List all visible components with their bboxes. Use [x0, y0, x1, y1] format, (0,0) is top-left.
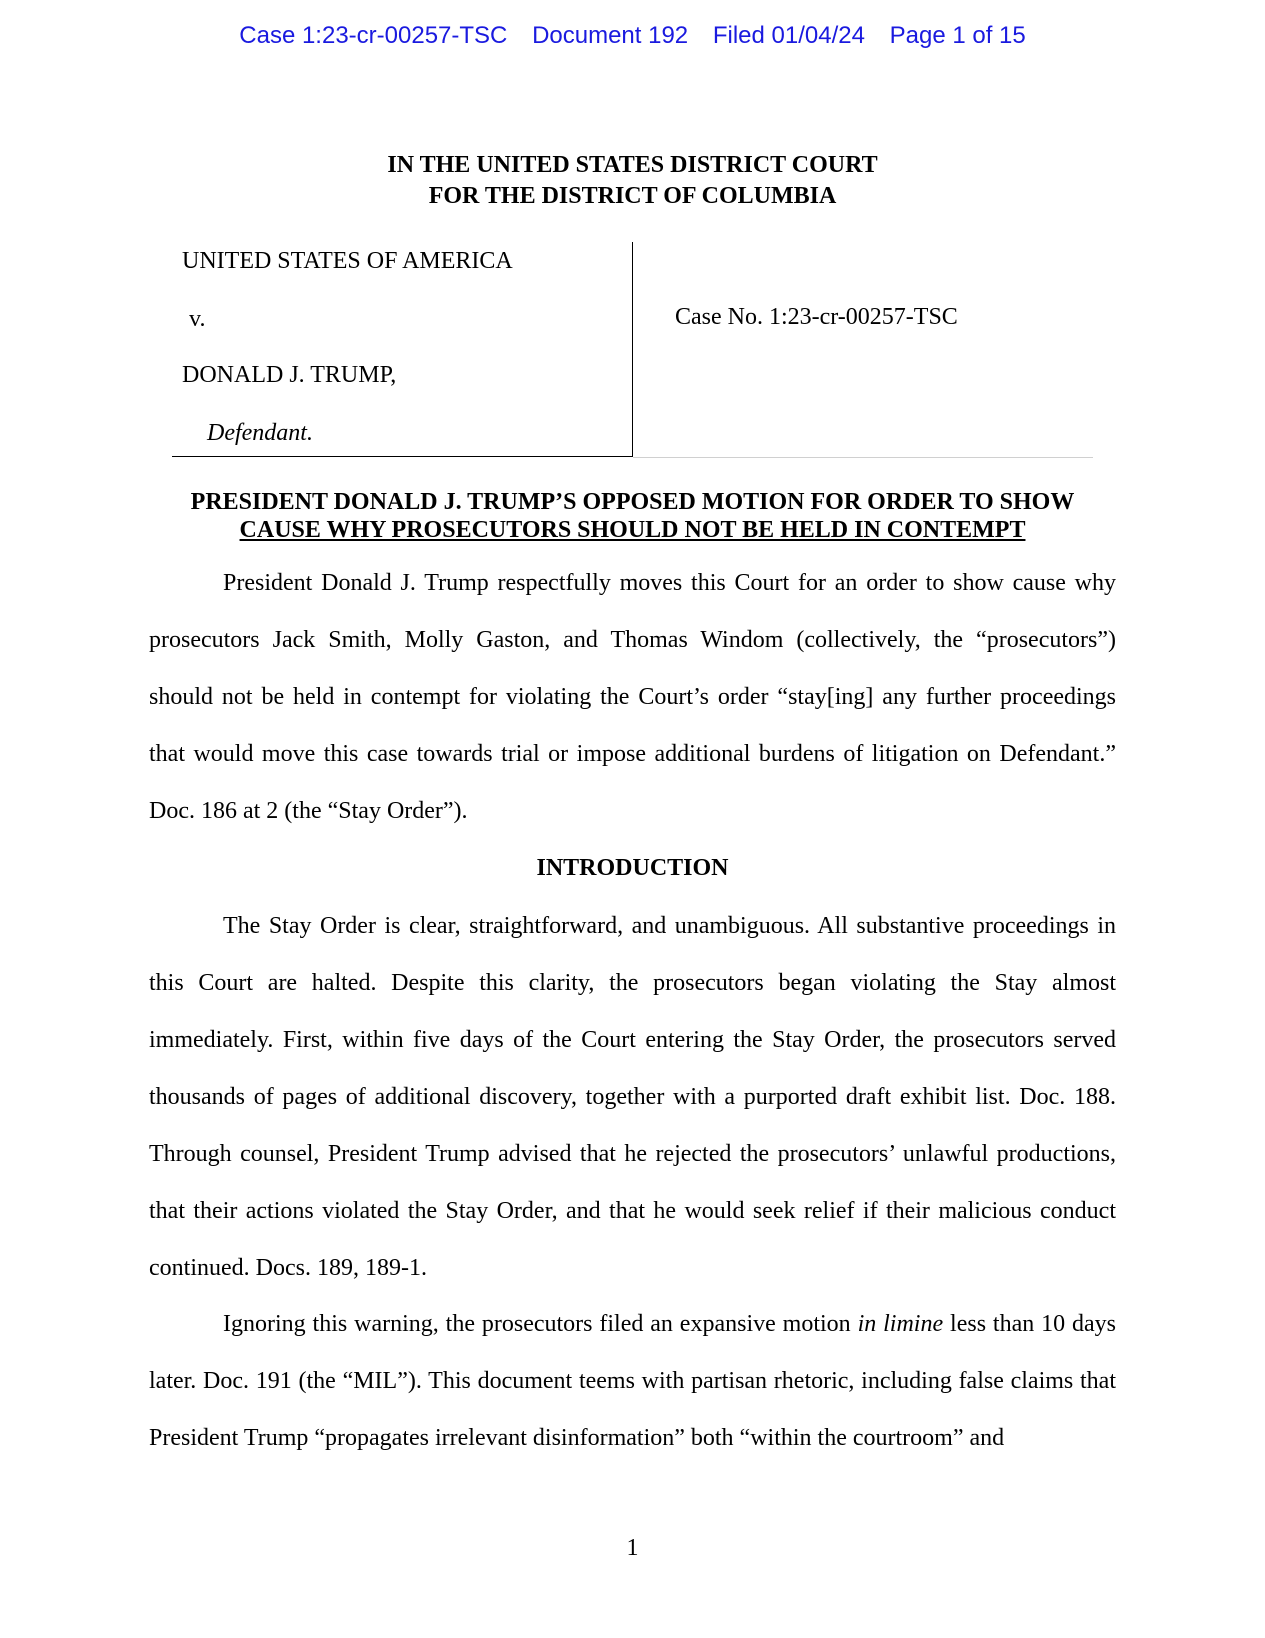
ecf-filed-date: Filed 01/04/24 [712, 22, 865, 49]
page-number: 1 [626, 1535, 639, 1561]
paragraph-text-end: less than 10 days later. Doc. 191 (the “MIL”). This document teems with partisan rhetoric, including false claims that President Trump “propagates irrelevant disinformation” both “within the courtroom” and [149, 1311, 1117, 1451]
paragraph-text: President Donald J. Trump respectfully moves this Court for an order to show cause why prosecutors Jack Smith, Molly Gaston, and Thomas Windom (collectively, the “prosecutors”) should not be held in contempt for violating the Court’s order “stay[ing] any further proceedings that would move this case towards trial or impose additional burdens of litigation on Defendant.” Doc. 186 at 2 (the “Stay Order”). [149, 570, 1116, 824]
introduction-paragraph-2 [149, 1296, 1116, 1467]
paragraph-text-start: Ignoring this warning, the prosecutors filed an expansive motion [223, 1311, 858, 1337]
section-heading-introduction: INTRODUCTION [536, 855, 729, 881]
caption-defendant: DONALD J. TRUMP, [182, 362, 397, 388]
caption-plaintiff: UNITED STATES OF AMERICA [182, 248, 513, 274]
court-heading [0, 150, 1265, 212]
ecf-document-number: Document 192 [532, 22, 689, 49]
paragraph-text [149, 1296, 1116, 1467]
introduction-paragraph-1 [149, 898, 1116, 1297]
caption-case-number: Case No. 1:23-cr-00257-TSC [675, 304, 958, 330]
court-heading-line1: IN THE UNITED STATES DISTRICT COURT [387, 152, 878, 178]
italic-term: in limine [857, 1311, 944, 1337]
court-heading-line2: FOR THE DISTRICT OF COLUMBIA [428, 183, 837, 209]
paragraph-text: The Stay Order is clear, straightforward, and unambiguous. All substantive proceedings in this Court are halted. Despite this clarity, the prosecutors began violating the Stay almost immediately. First, within five days of the Court entering the Stay Order, the prosecutors served thousands of pages of additional discovery, together with a purported draft exhibit list. Doc. 188. Through counsel, President Trump advised that he rejected the prosecutors’ unlawful productions, that their actions violated the Stay Order, and that he would seek relief if their malicious conduct continued. Docs. 189, 189-1. [149, 913, 1116, 1281]
caption-versus: v. [189, 306, 206, 332]
motion-title-line2: CAUSE WHY PROSECUTORS SHOULD NOT BE HELD IN CONTEMPT [239, 517, 1026, 543]
motion-title-line1: PRESIDENT DONALD J. TRUMP’S OPPOSED MOTION FOR ORDER TO SHOW [190, 489, 1075, 515]
caption-divider [633, 457, 1093, 458]
case-caption-parties [172, 242, 633, 457]
caption-defendant-role: Defendant. [207, 420, 313, 446]
ecf-page-count: Page 1 of 15 [889, 22, 1026, 49]
ecf-case-number: Case 1:23-cr-00257-TSC [239, 22, 508, 49]
opening-paragraph [149, 555, 1116, 840]
ecf-filing-header [0, 22, 1265, 50]
motion-title [0, 488, 1265, 544]
